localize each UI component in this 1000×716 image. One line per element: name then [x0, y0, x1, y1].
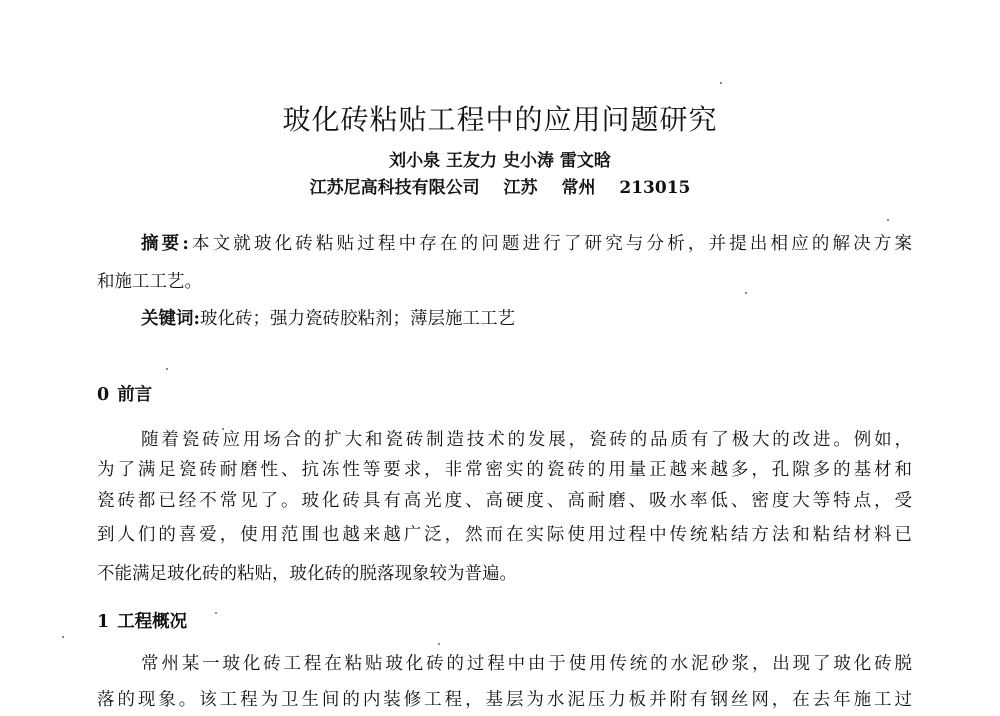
- paragraph-line: 不能满足玻化砖的粘贴，玻化砖的脱落现象较为普遍。: [97, 564, 517, 584]
- keywords-line: [97, 307, 956, 331]
- section-heading-0: [97, 383, 152, 407]
- section-heading-1: [97, 610, 187, 634]
- affiliation-province: 江苏: [503, 178, 538, 198]
- paragraph-line: 为了满足瓷砖耐磨性、抗冻性等要求，非常密实的瓷砖的用量正越来越多，孔隙多的基材和: [97, 460, 912, 480]
- paragraph-line: 到人们的喜爱，使用范围也越来越广泛，然而在实际使用过程中传统粘结方法和粘结材料已: [97, 525, 912, 545]
- paragraph-line: 落的现象。该工程为卫生间的内装修工程，基层为水泥压力板并附有钢丝网，在去年施工过: [97, 690, 912, 710]
- paragraph-line: 瓷砖都已经不常见了。玻化砖具有高光度、高硬度、高耐磨、吸水率低、密度大等特点，受: [97, 491, 912, 511]
- author-list: 刘小泉 王友力 史小涛 雷文晗: [389, 151, 611, 171]
- affiliation: [0, 177, 1000, 199]
- scan-speck: [438, 643, 440, 645]
- paragraph-line: 随着瓷砖应用场合的扩大和瓷砖制造技术的发展，瓷砖的品质有了极大的改进。例如，: [141, 430, 912, 450]
- abstract-line: [97, 232, 912, 256]
- affiliation-org: 江苏尼高科技有限公司: [309, 178, 480, 198]
- scan-speck: [745, 292, 747, 294]
- abstract-text: 本文就玻化砖粘贴过程中存在的问题进行了研究与分析，并提出相应的解决方案: [188, 234, 912, 254]
- abstract-label: 摘要:: [141, 234, 189, 254]
- keywords-text: 玻化砖；强力瓷砖胶粘剂；薄层施工工艺: [199, 309, 515, 329]
- scan-speck: [166, 368, 168, 370]
- affiliation-postcode: 213015: [619, 178, 691, 198]
- scan-speck: [720, 82, 722, 84]
- section-title: 工程概况: [117, 612, 188, 632]
- scan-speck: [222, 428, 224, 430]
- scan-speck: [887, 219, 889, 221]
- paper-title: 玻化砖粘贴工程中的应用问题研究: [282, 103, 718, 136]
- keywords-label: 关键词:: [141, 309, 200, 329]
- section-number: 0: [97, 385, 110, 405]
- affiliation-city: 常州: [561, 178, 596, 198]
- scan-speck: [215, 612, 217, 614]
- section-title: 前言: [117, 385, 153, 405]
- scan-speck: [62, 636, 64, 638]
- abstract-line-2: 和施工工艺。: [97, 272, 202, 292]
- paragraph-line: 常州某一玻化砖工程在粘贴玻化砖的过程中由于使用传统的水泥砂浆，出现了玻化砖脱: [141, 654, 912, 674]
- section-number: 1: [97, 612, 110, 632]
